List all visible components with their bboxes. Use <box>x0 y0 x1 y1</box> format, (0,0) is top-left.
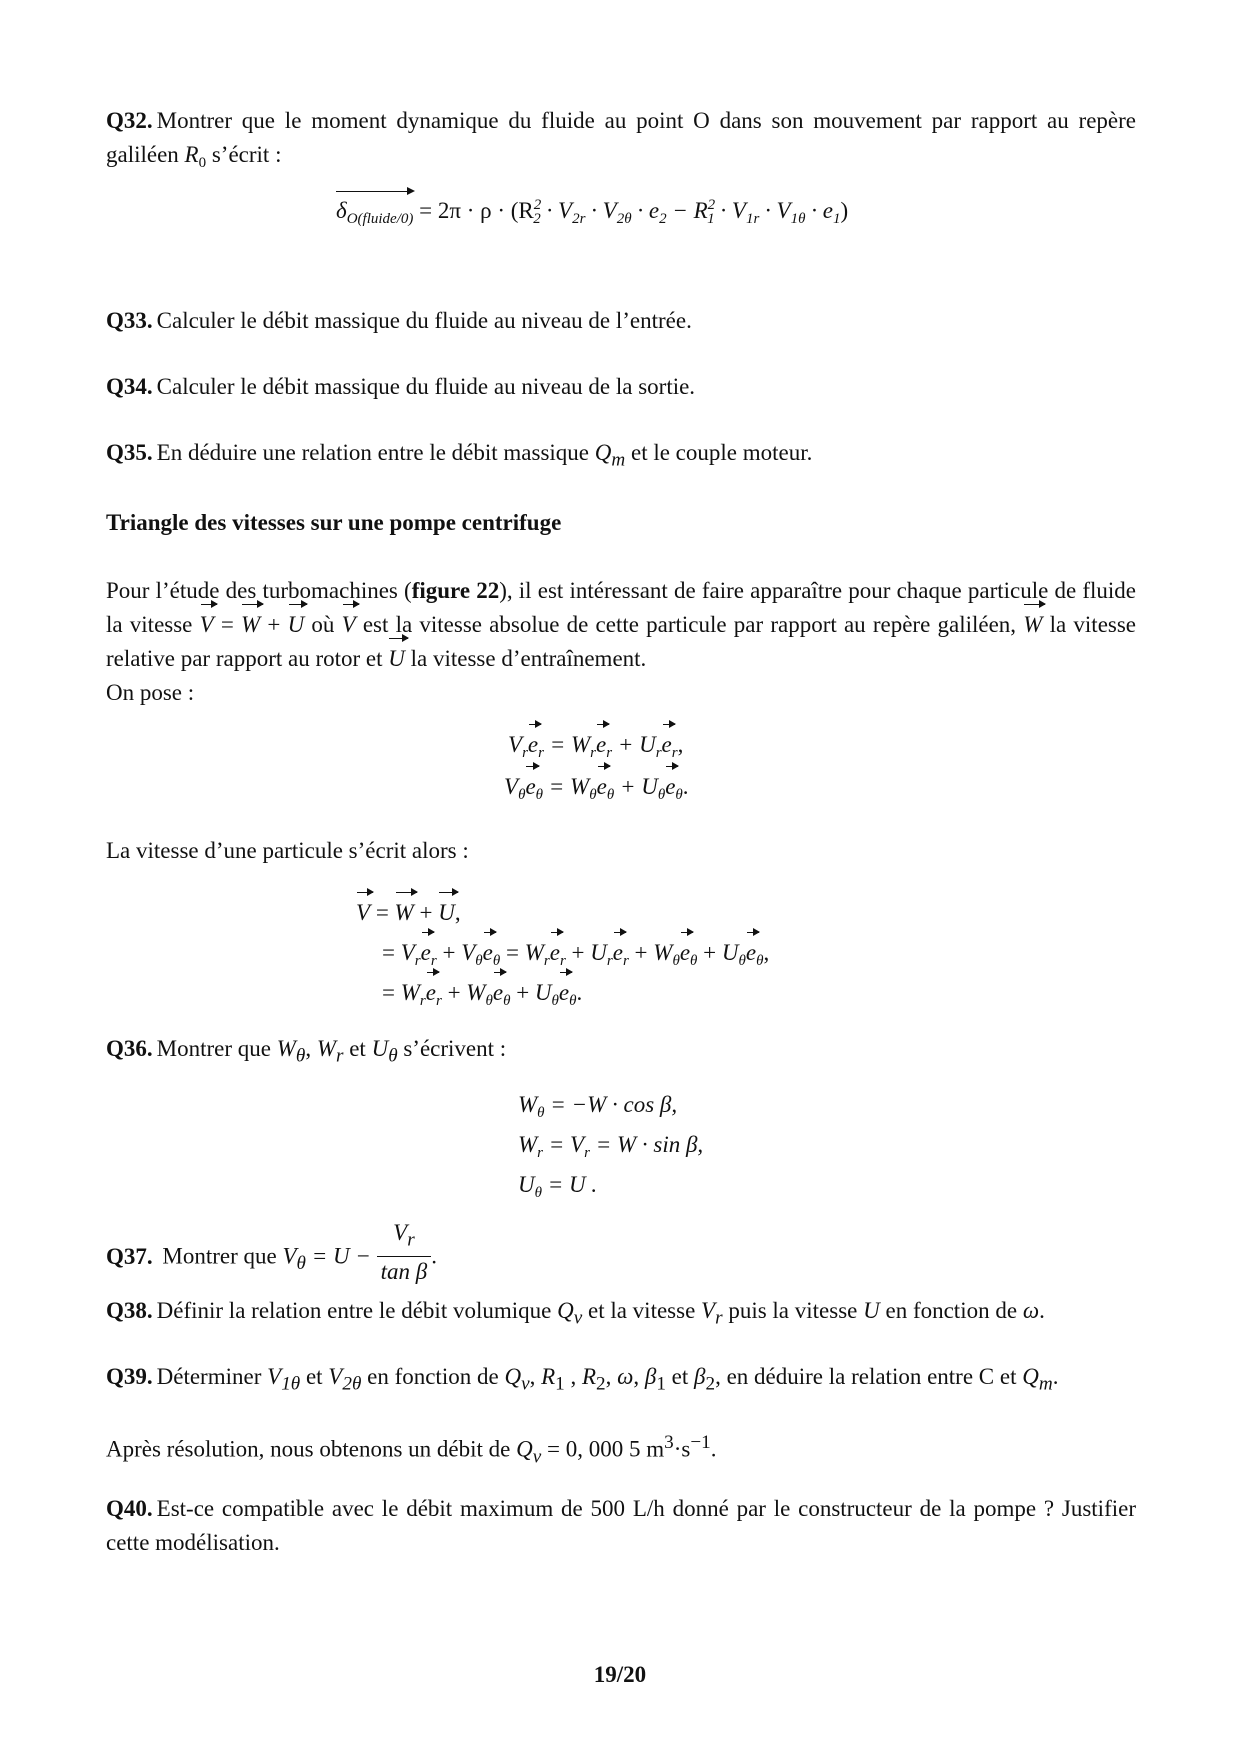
equation-pose-theta: $V_\theta e_\theta = W_\theta e_\theta + U_\theta e_\theta$. <box>504 770 689 804</box>
equation-moment-dynamique: $\delta_{O(fluide/0)} = 2\pi \cdot \rho \cdot (R^2_2 \cdot V_{2r} \cdot V_{2\theta} \cdot e_2 - R^2_1 \cdot V_{1r} \cdot V_{1\theta} \cdot e_1)$ <box>336 194 848 228</box>
question-37: Q37. Montrer que $V_\theta = U$ − $\frac{V_r}{\text{tan β}}$ . <box>106 1224 1136 1293</box>
equation-u-theta: $U_\theta = U$ . <box>518 1172 598 1201</box>
figure-ref: figure 22 <box>411 578 500 603</box>
page-number: 19/20 <box>593 1662 647 1687</box>
intro-paragraph: Pour l’étude des turbomachines (figure 22), il est intéressant de faire apparaître pour chaque particule de fluide la vitesse V = W + U où V est la vitesse absolue de cette particule par rapport au repère galiléen, W la vitesse relative par rapport au rotor et U la vitesse d’entraînement. On pose : <box>106 578 1137 705</box>
question-35: Q35. En déduire une relation entre le débit massique $Q_m$ et le couple moteur. <box>106 440 813 471</box>
question-label: Q32. <box>106 108 153 133</box>
question-34: Q34. Calculer le débit massique du fluide au niveau de la sortie. <box>106 374 696 399</box>
question-33: Q33. Calculer le débit massique du fluide au niveau de l’entrée. <box>106 308 692 333</box>
section-title: Triangle des vitesses sur une pompe centrifuge <box>106 510 562 535</box>
equation-pose-r: $V_re_r = W_re_r + U_re_r$, <box>508 728 683 762</box>
question-39: Q39. Déterminer $V_{1\theta}$ et $V_{2\theta}$ en fonction de $Q_v$, $R_1$ , $R_2$, ω, $\beta_1$ et $\beta_2$, en déduire la relation entre C et $Q_m$. <box>106 1364 1059 1395</box>
question-40: Q40. Est-ce compatible avec le débit maximum de 500 L/h donné par le constructeur de la pompe ? Justifier cette modélisation. <box>106 1496 1136 1555</box>
vitesse-text: La vitesse d’une particule s’écrit alors : <box>106 838 469 863</box>
question-32: Q32. Montrer que le moment dynamique du fluide au point O dans son mouvement par rapport au repère galiléen $R_0$ s’écrit : <box>106 108 1136 171</box>
fraction: $\frac{V_r}{\text{tan β}}$ <box>377 1218 432 1287</box>
equation-vitesse-1: V = W + U, <box>356 896 461 930</box>
result-statement: Après résolution, nous obtenons un débit de $Q_v = 0$, 000 5 $m^3\cdot s^{-1}$. <box>106 1432 717 1468</box>
equation-vitesse-3: = $W_re_r + W_\theta e_\theta + U_\theta e_\theta$. <box>382 976 582 1010</box>
question-38: Q38. Définir la relation entre le débit volumique $Q_v$ et la vitesse $V_r$ puis la vitesse U en fonction de ω. <box>106 1298 1045 1329</box>
equation-w-r: $W_r = V_r = W \cdot \sin \beta$, <box>518 1132 704 1161</box>
equation-w-theta: $W_\theta = -W \cdot \cos \beta$, <box>518 1092 678 1121</box>
equation-vitesse-2: = $V_re_r + V_\theta e_\theta = W_re_r + U_re_r + W_\theta e_\theta + U_\theta e_\theta$, <box>382 936 769 970</box>
question-36: Q36. Montrer que $W_\theta$, $W_r$ et $U_\theta$ s’écrivent : <box>106 1036 507 1067</box>
